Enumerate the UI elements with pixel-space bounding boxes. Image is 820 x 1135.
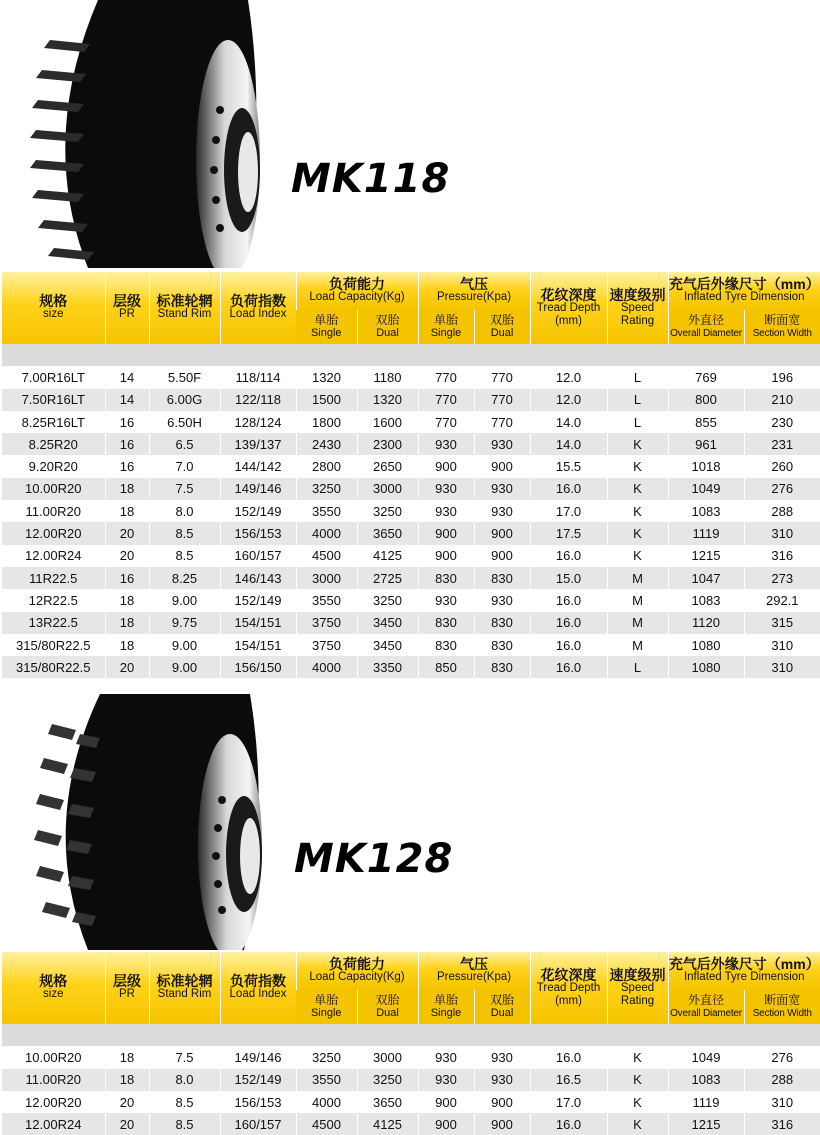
table-cell: 14.0: [530, 433, 607, 455]
table-cell: 139/137: [220, 433, 296, 455]
col-tread-depth: 花纹深度 Tread Depth (mm): [530, 952, 607, 1024]
table-cell: 16.5: [530, 1069, 607, 1091]
table-cell: 855: [668, 411, 744, 433]
table-cell: 273: [744, 567, 820, 589]
table-cell: 2300: [357, 433, 418, 455]
table-row: [2, 567, 820, 589]
table-cell: 6.50H: [149, 411, 220, 433]
table-cell: 16.0: [530, 1046, 607, 1068]
table-cell: 3750: [296, 612, 357, 634]
table-cell: 4000: [296, 1091, 357, 1113]
table-cell: 900: [474, 522, 530, 544]
table-cell: 288: [744, 500, 820, 522]
col-single-load: 单胎 Single: [296, 310, 357, 344]
col-rim: 标准轮辋 Stand Rim: [149, 952, 220, 1024]
col-rim: 标准轮辋 Stand Rim: [149, 272, 220, 344]
table-cell: L: [607, 411, 668, 433]
table-cell: 20: [105, 1113, 149, 1135]
tyre-image: [28, 0, 268, 268]
model-title: MK118: [291, 156, 451, 202]
table-cell: 930: [418, 500, 474, 522]
col-dual-load: 双胎 Dual: [357, 310, 418, 344]
table-cell: 1215: [668, 545, 744, 567]
table-cell: 15.0: [530, 567, 607, 589]
table-cell: 15.5: [530, 455, 607, 477]
table-cell: 9.00: [149, 656, 220, 678]
table-cell: 1180: [357, 366, 418, 388]
table-cell: 3550: [296, 589, 357, 611]
table-cell: 8.25R20: [2, 433, 105, 455]
col-section-width: 断面宽 Section Width: [744, 310, 820, 344]
table-cell: 900: [418, 545, 474, 567]
col-size: 规格 size: [2, 272, 105, 344]
table-cell: 4500: [296, 1113, 357, 1135]
col-dimension: 充气后外缘尺寸（mm） Inflated Tyre Dimension: [668, 952, 820, 990]
table-cell: 152/149: [220, 500, 296, 522]
table-cell: 310: [744, 522, 820, 544]
table-cell: 1083: [668, 589, 744, 611]
table-cell: 16: [105, 411, 149, 433]
table-cell: 9.20R20: [2, 455, 105, 477]
table-cell: 3250: [357, 589, 418, 611]
table-cell: 8.5: [149, 522, 220, 544]
table-cell: 3650: [357, 1091, 418, 1113]
table-cell: M: [607, 567, 668, 589]
table-cell: 156/153: [220, 1091, 296, 1113]
table-cell: 900: [418, 1113, 474, 1135]
table-cell: 1083: [668, 500, 744, 522]
table-row: [2, 389, 820, 411]
table-cell: 3250: [357, 1069, 418, 1091]
table-row: [2, 589, 820, 611]
table-cell: 3250: [296, 1046, 357, 1068]
table-cell: 260: [744, 455, 820, 477]
table-cell: 930: [474, 500, 530, 522]
table-cell: 1080: [668, 634, 744, 656]
table-cell: 18: [105, 1069, 149, 1091]
col-pressure: 气压 Pressure(Kpa): [418, 952, 530, 990]
table-cell: L: [607, 389, 668, 411]
table-cell: 6.00G: [149, 389, 220, 411]
table-cell: K: [607, 545, 668, 567]
table-cell: 770: [418, 411, 474, 433]
col-dual-pressure: 双胎 Dual: [474, 990, 530, 1024]
table-cell: M: [607, 612, 668, 634]
table-cell: 118/114: [220, 366, 296, 388]
table-cell: 1083: [668, 1069, 744, 1091]
col-load-index: 负荷指数 Load Index: [220, 952, 296, 1024]
table-cell: 160/157: [220, 545, 296, 567]
table-row: [2, 1069, 820, 1091]
table-cell: 930: [418, 478, 474, 500]
col-speed-rating: 速度级别 Speed Rating: [607, 272, 668, 344]
table-cell: 16: [105, 433, 149, 455]
table-row: [2, 1091, 820, 1113]
table-cell: 800: [668, 389, 744, 411]
table-cell: 230: [744, 411, 820, 433]
table-cell: 16.0: [530, 656, 607, 678]
table-cell: 156/153: [220, 522, 296, 544]
table-cell: 1600: [357, 411, 418, 433]
table-cell: 930: [418, 433, 474, 455]
table-cell: K: [607, 500, 668, 522]
table-cell: 310: [744, 1091, 820, 1113]
table-cell: 315/80R22.5: [2, 634, 105, 656]
table-cell: 930: [418, 589, 474, 611]
table-cell: 1018: [668, 455, 744, 477]
table-cell: 196: [744, 366, 820, 388]
table-cell: K: [607, 433, 668, 455]
table-row: [2, 433, 820, 455]
table-cell: 830: [418, 634, 474, 656]
table-cell: 1049: [668, 478, 744, 500]
table-cell: 292.1: [744, 589, 820, 611]
table-cell: 128/124: [220, 411, 296, 433]
table-cell: 8.0: [149, 500, 220, 522]
col-size: 规格 size: [2, 952, 105, 1024]
table-cell: 149/146: [220, 1046, 296, 1068]
table-cell: 12.00R20: [2, 1091, 105, 1113]
table-cell: 16.0: [530, 612, 607, 634]
col-single-load: 单胎 Single: [296, 990, 357, 1024]
col-load-index: 负荷指数 Load Index: [220, 272, 296, 344]
table-cell: 16.0: [530, 634, 607, 656]
table-cell: 900: [474, 545, 530, 567]
table-cell: 12.00R20: [2, 522, 105, 544]
table-cell: 1120: [668, 612, 744, 634]
col-pressure: 气压 Pressure(Kpa): [418, 272, 530, 310]
table-cell: 154/151: [220, 612, 296, 634]
table-cell: 850: [418, 656, 474, 678]
table-cell: K: [607, 478, 668, 500]
product-section-mk128: [0, 688, 820, 1132]
table-cell: 9.00: [149, 589, 220, 611]
table-cell: 146/143: [220, 567, 296, 589]
table-row: [2, 1113, 820, 1135]
table-cell: 7.00R16LT: [2, 366, 105, 388]
table-cell: 316: [744, 1113, 820, 1135]
table-cell: 18: [105, 478, 149, 500]
table-cell: 276: [744, 1046, 820, 1068]
table-cell: 16: [105, 455, 149, 477]
table-cell: 11R22.5: [2, 567, 105, 589]
table-cell: 961: [668, 433, 744, 455]
table-cell: 310: [744, 634, 820, 656]
table-cell: 12.0: [530, 366, 607, 388]
table-cell: 4500: [296, 545, 357, 567]
table-cell: 8.25R16LT: [2, 411, 105, 433]
table-cell: 900: [474, 1113, 530, 1135]
col-overall-diameter: 外直径 Overall Diameter: [668, 310, 744, 344]
table-cell: 769: [668, 366, 744, 388]
col-section-width: 断面宽 Section Width: [744, 990, 820, 1024]
table-cell: 900: [418, 455, 474, 477]
col-single-pressure: 单胎 Single: [418, 990, 474, 1024]
table-cell: 18: [105, 500, 149, 522]
table-cell: 830: [474, 567, 530, 589]
table-cell: 18: [105, 634, 149, 656]
table-cell: 8.5: [149, 1091, 220, 1113]
table-cell: 770: [474, 411, 530, 433]
col-dual-load: 双胎 Dual: [357, 990, 418, 1024]
table-cell: 8.5: [149, 545, 220, 567]
table-cell: 18: [105, 612, 149, 634]
table-cell: 156/150: [220, 656, 296, 678]
table-cell: 5.50F: [149, 366, 220, 388]
table-cell: 4000: [296, 522, 357, 544]
table-cell: 930: [418, 1046, 474, 1068]
table-cell: 20: [105, 1091, 149, 1113]
tyre-image: [30, 694, 270, 950]
spec-table: [2, 952, 820, 1135]
table-cell: 1500: [296, 389, 357, 411]
table-cell: 900: [474, 455, 530, 477]
table-cell: 930: [418, 1069, 474, 1091]
table-cell: 930: [474, 589, 530, 611]
col-load-capacity: 负荷能力 Load Capacity(Kg): [296, 272, 418, 310]
table-cell: 310: [744, 656, 820, 678]
col-dual-pressure: 双胎 Dual: [474, 310, 530, 344]
table-cell: 315: [744, 612, 820, 634]
table-cell: 11.00R20: [2, 500, 105, 522]
table-cell: 9.00: [149, 634, 220, 656]
table-cell: 149/146: [220, 478, 296, 500]
table-cell: 930: [474, 1046, 530, 1068]
table-cell: 16: [105, 567, 149, 589]
table-row: [2, 634, 820, 656]
table-cell: 10.00R20: [2, 1046, 105, 1068]
table-cell: K: [607, 522, 668, 544]
table-cell: 12.00R24: [2, 545, 105, 567]
table-row: [2, 656, 820, 678]
table-cell: 2725: [357, 567, 418, 589]
table-cell: 160/157: [220, 1113, 296, 1135]
table-cell: 2430: [296, 433, 357, 455]
table-cell: 144/142: [220, 455, 296, 477]
table-cell: 3350: [357, 656, 418, 678]
spec-table: [2, 272, 820, 678]
table-cell: 16.0: [530, 545, 607, 567]
table-cell: 3000: [357, 1046, 418, 1068]
col-pr: 层级 PR: [105, 952, 149, 1024]
table-cell: 3650: [357, 522, 418, 544]
table-row: [2, 478, 820, 500]
table-cell: M: [607, 589, 668, 611]
table-cell: 3550: [296, 500, 357, 522]
model-title: MK128: [294, 836, 454, 882]
table-cell: 122/118: [220, 389, 296, 411]
table-cell: 900: [474, 1091, 530, 1113]
table-cell: 1320: [357, 389, 418, 411]
table-cell: 6.5: [149, 433, 220, 455]
table-cell: 13R22.5: [2, 612, 105, 634]
table-cell: 770: [474, 389, 530, 411]
table-row: [2, 1046, 820, 1068]
table-row: [2, 455, 820, 477]
table-row: [2, 545, 820, 567]
table-cell: 14: [105, 389, 149, 411]
table-cell: M: [607, 634, 668, 656]
table-cell: 3000: [357, 478, 418, 500]
table-cell: 16.0: [530, 1113, 607, 1135]
table-cell: 770: [418, 389, 474, 411]
col-pr: 层级 PR: [105, 272, 149, 344]
table-cell: 1049: [668, 1046, 744, 1068]
table-cell: K: [607, 455, 668, 477]
table-cell: 20: [105, 545, 149, 567]
table-cell: 2650: [357, 455, 418, 477]
table-cell: 16.0: [530, 589, 607, 611]
table-cell: 316: [744, 545, 820, 567]
table-cell: K: [607, 1046, 668, 1068]
table-cell: 3550: [296, 1069, 357, 1091]
table-cell: 930: [474, 433, 530, 455]
col-tread-depth: 花纹深度 Tread Depth (mm): [530, 272, 607, 344]
table-cell: 3450: [357, 612, 418, 634]
table-cell: 8.0: [149, 1069, 220, 1091]
table-cell: K: [607, 1069, 668, 1091]
table-cell: L: [607, 656, 668, 678]
table-cell: 17.5: [530, 522, 607, 544]
col-overall-diameter: 外直径 Overall Diameter: [668, 990, 744, 1024]
table-cell: 14.0: [530, 411, 607, 433]
table-cell: 18: [105, 1046, 149, 1068]
table-row: [2, 411, 820, 433]
table-cell: 152/149: [220, 1069, 296, 1091]
table-cell: 276: [744, 478, 820, 500]
table-cell: 1215: [668, 1113, 744, 1135]
table-cell: 3250: [296, 478, 357, 500]
table-cell: 830: [474, 656, 530, 678]
table-cell: 20: [105, 656, 149, 678]
table-cell: 1047: [668, 567, 744, 589]
table-cell: 288: [744, 1069, 820, 1091]
table-cell: 9.75: [149, 612, 220, 634]
table-cell: 8.5: [149, 1113, 220, 1135]
col-load-capacity: 负荷能力 Load Capacity(Kg): [296, 952, 418, 990]
table-cell: 900: [418, 1091, 474, 1113]
table-row: [2, 612, 820, 634]
table-cell: 16.0: [530, 478, 607, 500]
col-single-pressure: 单胎 Single: [418, 310, 474, 344]
table-cell: 12.00R24: [2, 1113, 105, 1135]
table-cell: 3450: [357, 634, 418, 656]
table-row: [2, 522, 820, 544]
table-cell: 231: [744, 433, 820, 455]
table-cell: 930: [474, 1069, 530, 1091]
table-cell: 7.0: [149, 455, 220, 477]
table-cell: 830: [418, 612, 474, 634]
table-cell: 830: [474, 612, 530, 634]
table-cell: 7.50R16LT: [2, 389, 105, 411]
table-cell: 7.5: [149, 1046, 220, 1068]
table-cell: 1320: [296, 366, 357, 388]
table-cell: 10.00R20: [2, 478, 105, 500]
col-dimension: 充气后外缘尺寸（mm） Inflated Tyre Dimension: [668, 272, 820, 310]
table-cell: 830: [474, 634, 530, 656]
table-cell: 7.5: [149, 478, 220, 500]
col-speed-rating: 速度级别 Speed Rating: [607, 952, 668, 1024]
table-cell: 3750: [296, 634, 357, 656]
table-cell: K: [607, 1091, 668, 1113]
table-cell: 12.0: [530, 389, 607, 411]
table-cell: 1800: [296, 411, 357, 433]
table-cell: 1119: [668, 1091, 744, 1113]
table-cell: 930: [474, 478, 530, 500]
table-cell: 11.00R20: [2, 1069, 105, 1091]
table-cell: 315/80R22.5: [2, 656, 105, 678]
table-cell: 830: [418, 567, 474, 589]
table-cell: 18: [105, 589, 149, 611]
table-cell: 12R22.5: [2, 589, 105, 611]
table-cell: 900: [418, 522, 474, 544]
table-cell: 770: [474, 366, 530, 388]
table-cell: 152/149: [220, 589, 296, 611]
table-cell: 14: [105, 366, 149, 388]
table-row: [2, 500, 820, 522]
table-cell: 20: [105, 522, 149, 544]
table-cell: K: [607, 1113, 668, 1135]
table-cell: L: [607, 366, 668, 388]
table-row: [2, 366, 820, 388]
table-cell: 210: [744, 389, 820, 411]
table-cell: 17.0: [530, 1091, 607, 1113]
table-cell: 154/151: [220, 634, 296, 656]
table-cell: 3250: [357, 500, 418, 522]
table-cell: 4125: [357, 1113, 418, 1135]
table-cell: 4125: [357, 545, 418, 567]
table-cell: 2800: [296, 455, 357, 477]
table-cell: 17.0: [530, 500, 607, 522]
table-cell: 770: [418, 366, 474, 388]
table-cell: 8.25: [149, 567, 220, 589]
table-cell: 3000: [296, 567, 357, 589]
table-cell: 4000: [296, 656, 357, 678]
table-cell: 1119: [668, 522, 744, 544]
table-cell: 1080: [668, 656, 744, 678]
